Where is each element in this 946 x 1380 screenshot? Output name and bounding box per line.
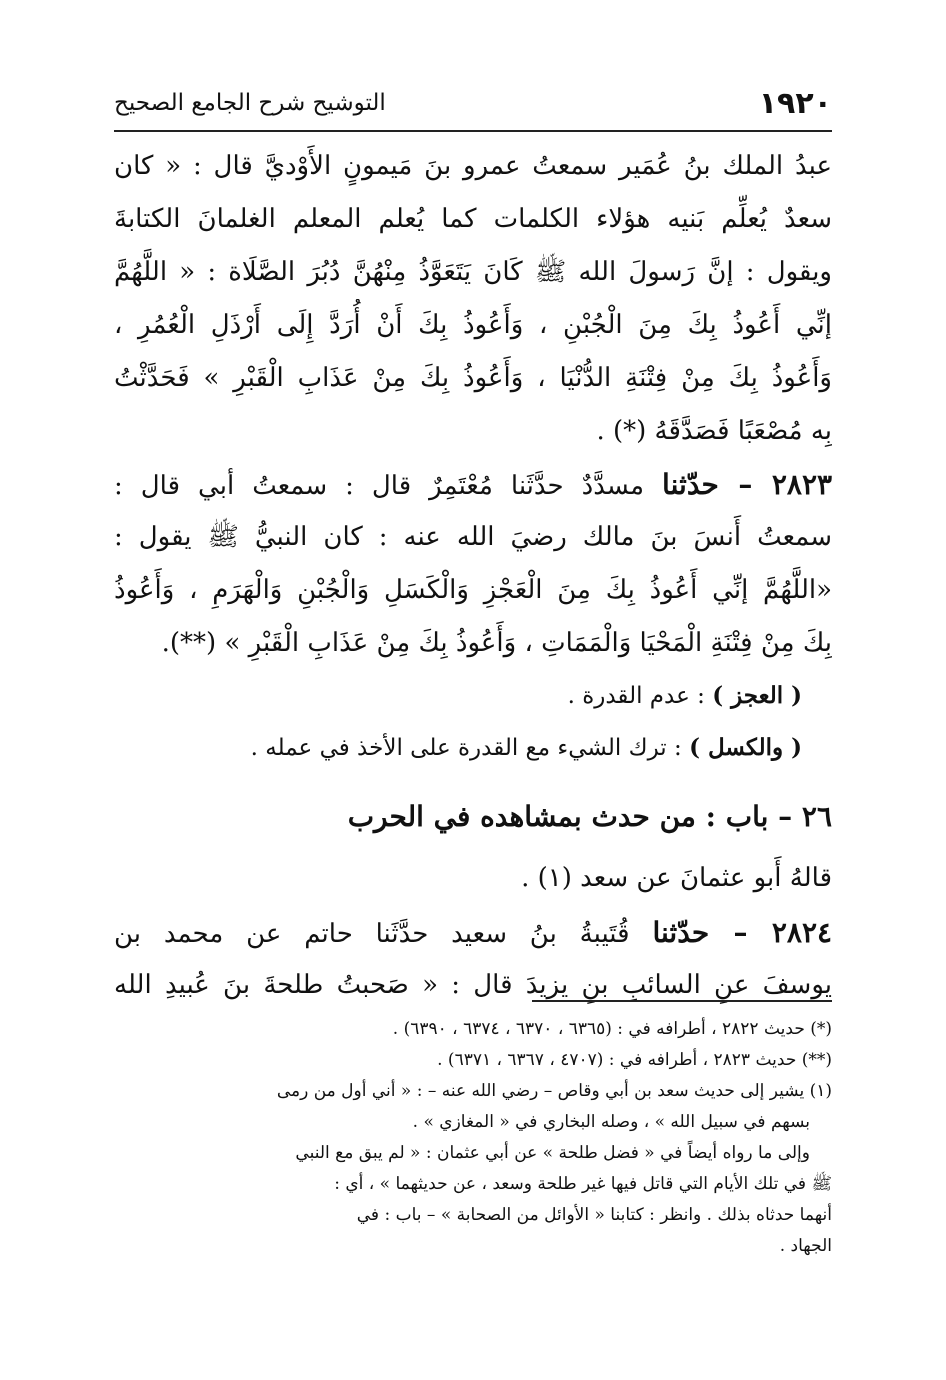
footnotes (114, 1014, 832, 1262)
text-line: ويقول : إنَّ رَسولَ الله ﷺ كَانَ يَتَعَوَّذُ مِنْهُنَّ دُبُرَ الصَّلَاة : « اللَّهُمَّ (114, 257, 832, 287)
page-number: ١٩٢٠ (758, 86, 832, 121)
footnote: (*) حديث ٢٨٢٢ ، أطرافه في : (٦٣٦٥ ، ٦٣٧٠ ، ٦٣٧٤ ، ٦٣٩٠) . (392, 1019, 832, 1039)
gloss-entry (114, 722, 832, 774)
main-text (114, 140, 832, 1012)
footnote: وإلى ما رواه أيضاً في « فضل طلحة » عن أبي عثمان : « لم يبق مع النبي (295, 1143, 810, 1163)
text-line: «اللَّهُمَّ إنِّي أَعُوذُ بِكَ مِنَ الْعَجْزِ وَالْكَسَلِ وَالْجُبْنِ وَالْهَرَمِ ، وَأَعُوذُ (114, 575, 832, 605)
hadith-number: ٢٨٢٤ – حدّثنا (652, 916, 832, 949)
footnote: الجهاد . (779, 1236, 832, 1256)
gloss-term: ( والكسل ) (689, 734, 802, 761)
page-header (114, 78, 832, 128)
text-line: يوسفَ عنِ السائبِ بنِ يزيدَ قال : « صَحبتُ طلحةَ بنَ عُبيدِ الله (114, 970, 832, 1000)
header-divider (114, 130, 832, 132)
gloss-text: : عدم القدرة . (567, 683, 713, 709)
chapter-heading: ٢٦ – باب : من حدث بمشاهده في الحرب (347, 800, 832, 833)
hadith-text: قُتَيبةُ بنُ سعيد حدَّثَنا حاتم عن محمد بن (114, 919, 630, 949)
text-line: سعدٌ يُعلِّم بَنيه هؤلاء الكلمات كما يُعلم المعلم الغلمانَ الكتابةَ (114, 204, 832, 234)
hadith-number: ٢٨٢٣ – حدّثنا (662, 468, 832, 501)
footnote: (**) حديث ٢٨٢٣ ، أطرافه في : (٤٧٠٧ ، ٦٣٦٧ ، ٦٣٧١) . (437, 1050, 832, 1070)
text-line: بِكَ مِنْ فِتْنَةِ الْمَحْيَا وَالْمَمَاتِ ، وَأَعُوذُ بِكَ مِنْ عَذَابِ الْقَبْرِ » (**). (161, 628, 832, 658)
footnote: أنهما حدثاه بذلك . وانظر : كتابنا « الأوائل من الصحابة » – باب : في (356, 1205, 832, 1225)
footnote: ﷺ في تلك الأيام التي قاتل فيها غير طلحة وسعد ، عن حديثهما » ، أي : (334, 1174, 832, 1194)
footnote: (١) يشير إلى حديث سعد بن أبي وقاص – رضي الله عنه – : « أني أول من رمى (276, 1081, 832, 1101)
hadith-2823-line (114, 458, 832, 511)
footnote: بسهم في سبيل الله » ، وصله البخاري في « المغازي » . (412, 1112, 810, 1132)
text-line: بِه مُصْعَبًا فَصَدَّقَهُ (*) . (596, 416, 832, 446)
running-title: التوشيح شرح الجامع الصحيح (114, 90, 386, 116)
text-line: وَأَعُوذُ بِكَ مِنْ فِتْنَةِ الدُّنْيَا ، وَأَعُوذُ بِكَ مِنْ عَذَابِ الْقَبْرِ » فَحَدَّثْتُ (114, 363, 832, 393)
hadith-2824-line (114, 906, 832, 959)
gloss-text: : ترك الشيء مع القدرة على الأخذ في عمله . (250, 735, 690, 761)
gloss-term: ( العجز ) (712, 682, 802, 709)
text-line: سمعتُ أَنسَ بنَ مالك رضيَ الله عنه : كان النبيُّ ﷺ يقول : (114, 522, 832, 552)
text-line: إنِّي أَعُوذُ بِكَ مِنَ الْجُبْنِ ، وَأَعُوذُ بِكَ أَنْ أُرَدَّ إِلَى أَرْذَلِ الْعُمُرِ ، (114, 310, 832, 340)
chapter-note: قالهُ أَبو عثمانَ عن سعد (١) . (521, 863, 832, 893)
text-line: عبدُ الملك بنُ عُمَير سمعتُ عمرو بنَ مَيمونٍ الأَوْديَّ قال : « كان (114, 151, 832, 181)
hadith-text: مسدَّدٌ حدَّثَنا مُعْتَمِرٌ قال : سمعتُ أبي قال : (114, 471, 645, 501)
gloss-entry (114, 670, 832, 722)
footnote-divider (532, 1000, 832, 1002)
